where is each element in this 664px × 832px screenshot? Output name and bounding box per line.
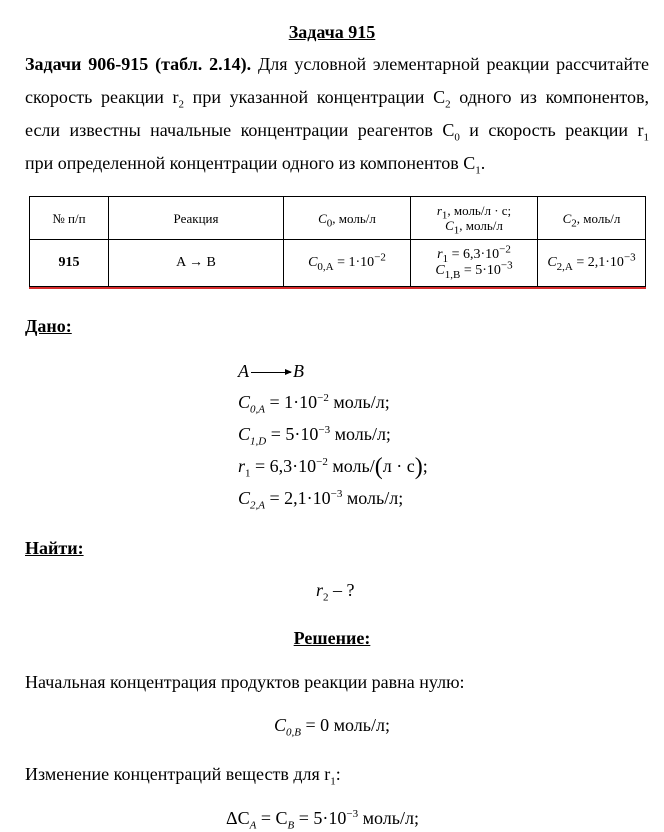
row-c2: $C_{2,A} = 2,1\cdot 10^{-3}$ (538, 240, 646, 287)
table-row (30, 240, 646, 287)
solution-heading: Решение: (293, 628, 371, 648)
header-r1-c1: $r_1$, моль/л · с; $C_1$, моль/л (411, 197, 538, 240)
task-table (29, 196, 646, 287)
table-bottom-rule (29, 287, 646, 289)
given-eq-3: $r_1 = 6,3\cdot 10^{-2}$ моль/(л · с); (238, 454, 428, 480)
solution-eq-1: $C_{0,B} = 0$ моль/л; (274, 715, 390, 739)
intro-line-2: скорость реакции $r_2$ при указанной концентрации $C_2$ одного из компонентов, (25, 87, 649, 111)
row-reaction: A → B (109, 240, 284, 287)
intro-line-3: если известны начальные концентрации реагентов $C_0$ и скорость реакции $r_1$ (25, 120, 649, 144)
given-reaction: A B (238, 361, 304, 381)
arrow-icon: → (189, 255, 203, 270)
header-c0: $C_0$, моль/л (284, 197, 411, 240)
given-heading: Дано: (25, 316, 72, 336)
row-num: 915 (30, 240, 109, 287)
find-eq: $r_2$ – ? (316, 580, 355, 604)
given-eq-2: $C_{1,D} = 5\cdot 10^{-3}$ моль/л; (238, 424, 391, 448)
header-num: № п/п (30, 197, 109, 240)
header-reaction: Реакция (109, 197, 284, 240)
page-title: Задача 915 (288, 22, 376, 42)
given-eq-4: $C_{2,A} = 2,1\cdot 10^{-3}$ моль/л; (238, 488, 404, 512)
row-c0: $C_{0,A} = 1\cdot 10^{-2}$ (284, 240, 411, 287)
solution-text-1: Начальная концентрация продуктов реакции равна нулю: (25, 672, 465, 692)
given-eq-1: $C_{0,A} = 1\cdot 10^{-2}$ моль/л; (238, 392, 390, 416)
row-r1-c1: $r_1 = 6,3\cdot 10^{-2}$ $C_{1,B} = 5\cdot 10^{-3}$ (411, 240, 538, 287)
solution-text-2: Изменение концентраций веществ для $r_1$: (25, 764, 341, 788)
header-c2: $C_2$, моль/л (538, 197, 646, 240)
intro-lead: Задачи 906-915 (табл. 2.14). (25, 54, 252, 74)
table-header-row (30, 197, 646, 240)
find-heading: Найти: (25, 538, 84, 558)
solution-eq-2: $\Delta C_A = C_B = 5\cdot 10^{-3}$ моль/л; (226, 808, 419, 832)
intro-line-1: Задачи 906-915 (табл. 2.14). Для условной элементарной реакции рассчитайте (25, 54, 650, 74)
intro-line-4: при определенной концентрации одного из компонентов $C_1$. (25, 153, 486, 177)
long-arrow-icon (251, 372, 291, 373)
